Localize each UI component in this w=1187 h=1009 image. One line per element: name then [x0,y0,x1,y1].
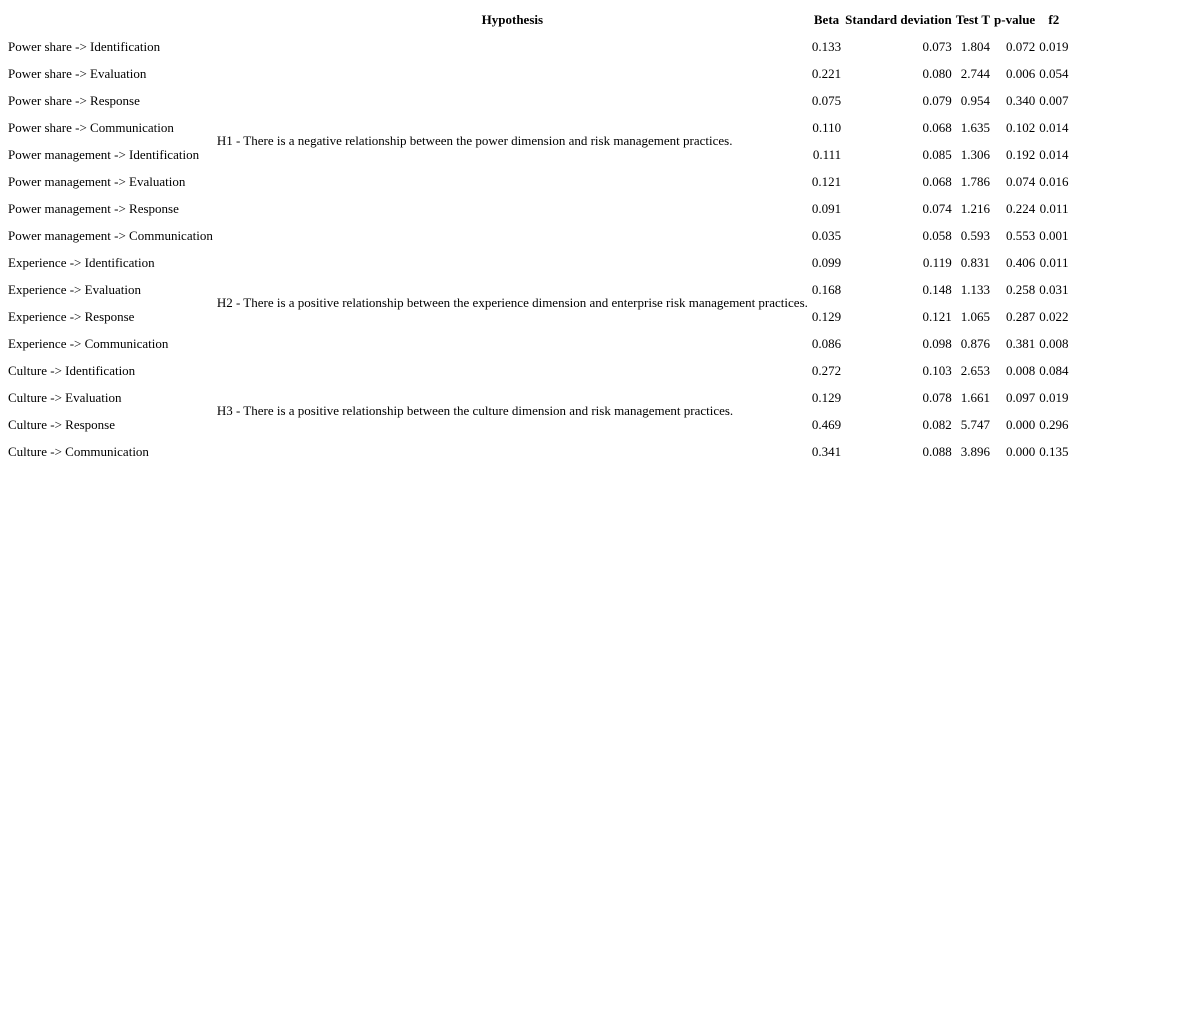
t-cell: 1.661 [960,389,991,405]
f2-cell: 0.007 [1039,92,1069,108]
path-cell: Power management -> Communication [8,227,213,243]
test-t-header: Test T [955,11,991,27]
beta-cell: 0.075 [811,92,842,108]
path-cell: Experience -> Response [8,308,135,324]
table-row [7,250,1069,275]
sd-cell: 0.074 [922,200,952,216]
path-cell: Power share -> Communication [8,119,174,135]
sd-cell: 0.079 [922,92,952,108]
p-cell: 0.006 [1005,65,1036,81]
p-cell: 0.224 [1005,200,1036,216]
f2-cell: 0.011 [1039,200,1069,216]
sd-cell: 0.103 [922,362,952,378]
path-cell: Experience -> Communication [8,335,169,351]
beta-cell: 0.121 [811,173,842,189]
path-cell: Experience -> Identification [8,254,155,270]
f2-cell: 0.022 [1039,308,1069,324]
t-cell: 1.786 [960,173,991,189]
beta-cell: 0.111 [812,146,842,162]
hypothesis-cell-h2: H2 - There is a positive relationship between the experience dimension and enterprise risk management practices. [216,295,808,310]
sd-cell: 0.088 [922,443,952,459]
path-cell: Power share -> Evaluation [8,65,147,81]
sd-cell: 0.082 [922,416,952,432]
beta-cell: 0.091 [811,200,842,216]
sd-cell: 0.098 [922,335,952,351]
f2-cell: 0.011 [1039,254,1069,270]
p-cell: 0.340 [1005,92,1036,108]
f2-cell: 0.019 [1039,38,1069,54]
f2-cell: 0.016 [1039,173,1069,189]
t-cell: 2.653 [960,362,991,378]
results-table [5,5,1071,466]
path-cell: Power share -> Response [8,92,140,108]
beta-cell: 0.272 [811,362,842,378]
f2-cell: 0.001 [1039,227,1069,243]
sd-cell: 0.078 [922,389,952,405]
f2-cell: 0.014 [1039,146,1069,162]
p-cell: 0.553 [1005,227,1036,243]
standard-deviation-header: Standard deviation [845,11,952,27]
beta-cell: 0.221 [811,65,842,81]
hypothesis-header: Hypothesis [481,11,544,27]
t-cell: 0.831 [960,254,991,270]
sd-cell: 0.085 [922,146,952,162]
path-cell: Power management -> Response [8,200,179,216]
p-cell: 0.097 [1005,389,1036,405]
f2-cell: 0.296 [1039,416,1069,432]
f2-cell: 0.084 [1039,362,1069,378]
path-cell: Culture -> Identification [8,362,136,378]
sd-cell: 0.058 [922,227,952,243]
p-cell: 0.287 [1005,308,1036,324]
beta-cell: 0.110 [812,119,842,135]
path-cell: Power share -> Identification [8,38,161,54]
table-row [7,358,1069,383]
t-cell: 1.133 [960,281,991,297]
sd-cell: 0.080 [922,65,952,81]
hypothesis-cell-h1: H1 - There is a negative relationship between the power dimension and risk management practices. [216,133,733,148]
f2-cell: 0.019 [1039,389,1069,405]
p-cell: 0.258 [1005,281,1036,297]
t-cell: 1.065 [960,308,991,324]
f2-cell: 0.014 [1039,119,1069,135]
f2-cell: 0.031 [1039,281,1069,297]
p-cell: 0.074 [1005,173,1036,189]
t-cell: 5.747 [960,416,991,432]
beta-cell: 0.086 [811,335,842,351]
p-cell: 0.000 [1005,416,1036,432]
t-cell: 0.593 [960,227,991,243]
p-cell: 0.192 [1005,146,1036,162]
sd-cell: 0.121 [922,308,952,324]
sd-cell: 0.068 [922,173,952,189]
f2-header: f2 [1048,11,1060,27]
beta-cell: 0.133 [811,38,842,54]
t-cell: 1.635 [960,119,991,135]
path-cell: Culture -> Evaluation [8,389,122,405]
beta-cell: 0.129 [811,308,842,324]
p-cell: 0.102 [1005,119,1036,135]
path-header [7,7,214,32]
path-cell: Culture -> Response [8,416,115,432]
beta-cell: 0.341 [811,443,842,459]
t-cell: 1.306 [960,146,991,162]
sd-cell: 0.073 [922,38,952,54]
beta-cell: 0.035 [811,227,842,243]
sd-cell: 0.068 [922,119,952,135]
p-value-header: p-value [994,11,1036,27]
path-cell: Power management -> Evaluation [8,173,186,189]
p-cell: 0.381 [1005,335,1036,351]
path-cell: Experience -> Evaluation [8,281,141,297]
p-cell: 0.072 [1005,38,1036,54]
beta-header: Beta [813,11,840,27]
path-cell: Culture -> Communication [8,443,149,459]
t-cell: 0.954 [960,92,991,108]
header-row [7,7,1069,32]
p-cell: 0.406 [1005,254,1036,270]
f2-cell: 0.008 [1039,335,1069,351]
beta-cell: 0.168 [811,281,842,297]
path-cell: Power management -> Identification [8,146,200,162]
p-cell: 0.008 [1005,362,1036,378]
table-row [7,34,1069,59]
hypothesis-cell-h3: H3 - There is a positive relationship between the culture dimension and risk management practices. [216,403,734,418]
t-cell: 1.804 [960,38,991,54]
t-cell: 2.744 [960,65,991,81]
sd-cell: 0.148 [922,281,952,297]
t-cell: 3.896 [960,443,991,459]
beta-cell: 0.099 [811,254,842,270]
sd-cell: 0.119 [922,254,952,270]
f2-cell: 0.135 [1039,443,1069,459]
p-cell: 0.000 [1005,443,1036,459]
f2-cell: 0.054 [1039,65,1069,81]
t-cell: 0.876 [960,335,991,351]
beta-cell: 0.129 [811,389,842,405]
t-cell: 1.216 [960,200,991,216]
beta-cell: 0.469 [811,416,842,432]
